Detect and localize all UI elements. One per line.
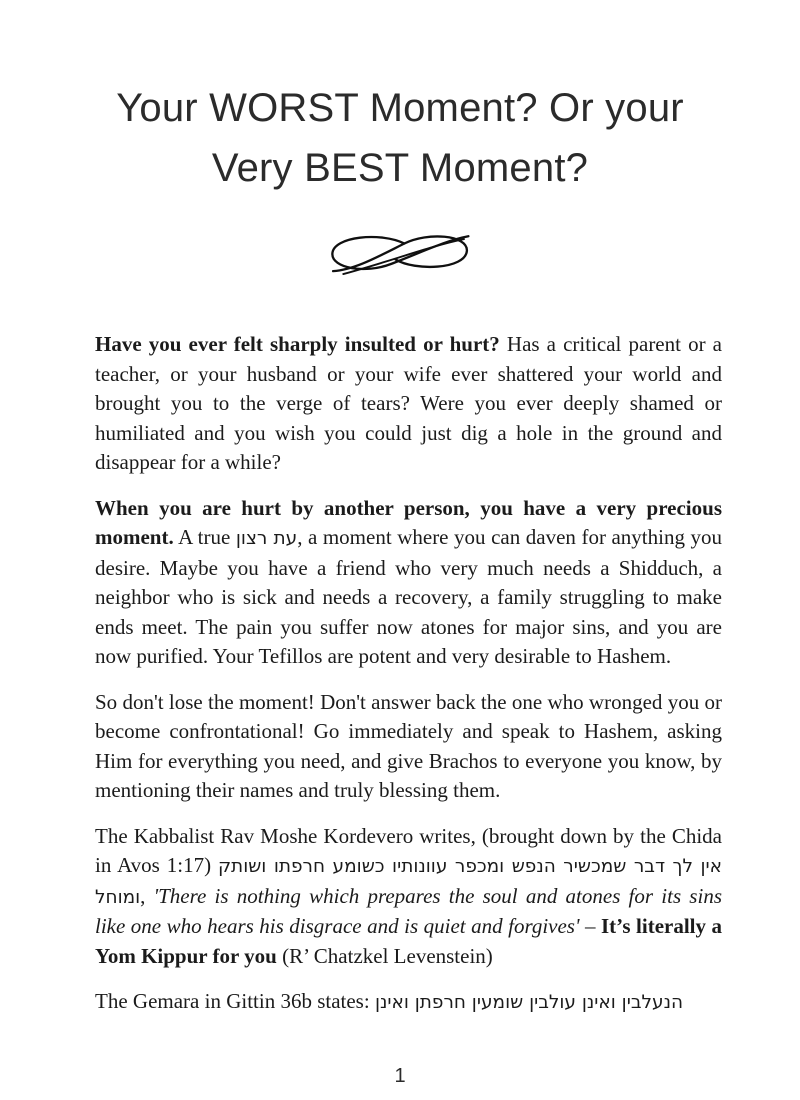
page-footer <box>0 1065 800 1088</box>
paragraph-1-bold-lead: Have you ever felt sharply insulted or hurt? <box>95 332 500 356</box>
paragraph-1-text: Has a critical parent or a teacher, or your husband or your wife ever shattered your world and brought you to the verge of tears? Were you ever deeply shamed or humiliated and you wish you could just dig a hole in the ground and disappear for a while? <box>95 332 722 474</box>
paragraph-4-dash: – <box>579 914 601 938</box>
paragraph-3-text: So don't lose the moment! Don't answer back the one who wronged you or become confrontational! Go immediately and speak to Hashem, asking Him for everything you need, and give Brachos to everyone you know, by mentioning their names and truly blessing them. <box>95 689 722 802</box>
paragraph-2-text-a: A true <box>178 525 231 549</box>
page-title-line-1: Your WORST Moment? Or your <box>116 86 684 130</box>
page-title <box>30 78 770 198</box>
page-number: 1 <box>394 1065 406 1087</box>
calligraphic-flourish-icon <box>320 226 480 277</box>
paragraph-5-text: The Gemara in Gittin 36b states: <box>95 989 370 1013</box>
paragraph-5-hebrew-quote: הנעלבין ואינן עולבין שומעין חרפתן ואינן <box>374 992 684 1013</box>
paragraph-2-hebrew-phrase: עת רצון <box>235 528 298 549</box>
paragraph-4-text-a: The Kabbalist Rav Moshe Kordevero writes, (brought down by the Chida in Avos 1:17) <box>95 823 722 877</box>
body-text <box>0 330 800 1018</box>
page-title-line-2: Very BEST Moment? <box>211 146 589 190</box>
paragraph-4-bold-phrase: It’s literally a Yom Kippur for you <box>95 914 723 968</box>
paragraph-4 <box>95 822 722 972</box>
divider <box>0 226 800 278</box>
paragraph-2-text-b: , a moment where you can daven for anything you desire. Maybe you have a friend who very much needs a Shidduch, a neighbor who is sick and needs a recovery, a family struggling to make ends meet. The pain you suffer now atones for major sins, and you are now purified. Your Tefillos are potent and very desirable to Hashem. <box>95 525 723 668</box>
paragraph-4-attribution: (R’ Chatzkel Levenstein) <box>276 943 493 968</box>
paragraph-2-bold-lead: When you are hurt by another person, you have a very precious moment. <box>95 495 722 549</box>
paragraph-4-hebrew-quote: אין לך דבר שמכשיר הנפש ומכפר עוונותיו כשומע חרפתו ושותק ומוחל <box>95 856 722 908</box>
paragraph-4-translation-italic: 'There is nothing which prepares the soul and atones for its sins like one who hears his disgrace and is quiet and forgives' <box>95 883 722 938</box>
paragraph-4-comma: , <box>140 883 154 908</box>
paragraph-3 <box>95 688 722 806</box>
paragraph-2 <box>95 494 722 672</box>
paragraph-1 <box>95 330 722 478</box>
paragraph-5 <box>95 987 722 1018</box>
